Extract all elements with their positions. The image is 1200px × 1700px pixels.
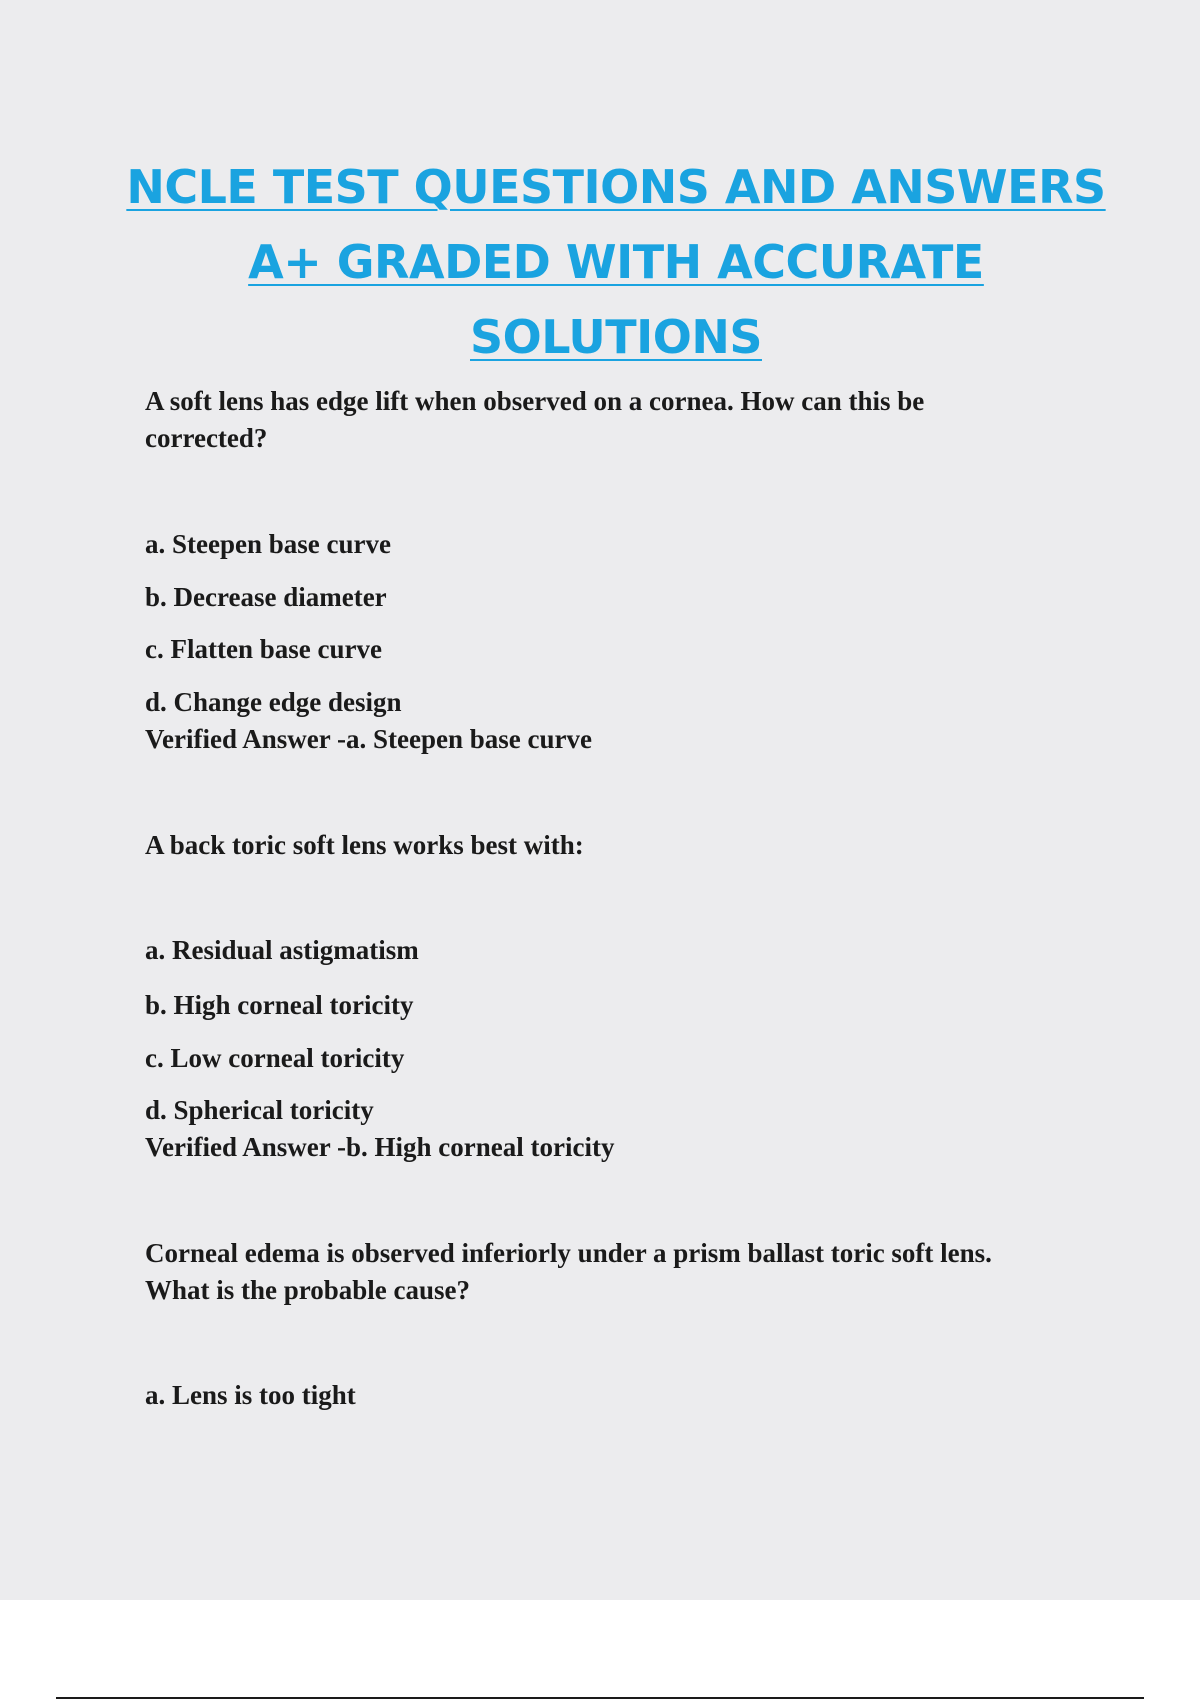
question-1-option-d: d. Change edge design xyxy=(145,687,402,717)
question-1-verified-answer: Verified Answer -a. Steepen base curve xyxy=(145,724,592,754)
document-title xyxy=(0,150,1200,375)
question-3-option-a: a. Lens is too tight xyxy=(145,1380,356,1410)
question-2-verified-answer: Verified Answer -b. High corneal toricity xyxy=(145,1132,615,1162)
question-3-text-line-2: What is the probable cause? xyxy=(145,1275,471,1305)
question-1-text-line-2: corrected? xyxy=(145,423,268,453)
question-2-option-b: b. High corneal toricity xyxy=(145,990,414,1020)
title-line-1: NCLE TEST QUESTIONS AND ANSWERS xyxy=(126,160,1106,214)
title-line-2: A+ GRADED WITH ACCURATE xyxy=(248,235,984,289)
question-1-option-c: c. Flatten base curve xyxy=(145,634,382,664)
question-2-option-d: d. Spherical toricity xyxy=(145,1095,374,1125)
question-1-text-line-1: A soft lens has edge lift when observed on a cornea. How can this be xyxy=(145,386,925,416)
bottom-divider xyxy=(56,1697,1144,1699)
question-2-text-line-1: A back toric soft lens works best with: xyxy=(145,830,584,860)
question-2-option-c: c. Low corneal toricity xyxy=(145,1043,405,1073)
question-1-option-a: a. Steepen base curve xyxy=(145,529,391,559)
title-line-3: SOLUTIONS xyxy=(470,310,762,364)
question-3-text-line-1: Corneal edema is observed inferiorly under a prism ballast toric soft lens. xyxy=(145,1238,992,1268)
question-1-option-b: b. Decrease diameter xyxy=(145,582,387,612)
question-2-option-a: a. Residual astigmatism xyxy=(145,935,419,965)
